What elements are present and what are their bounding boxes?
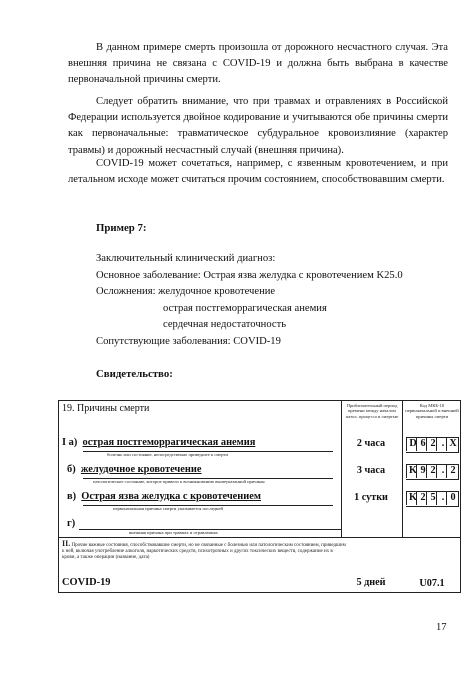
row-b-code-4: . bbox=[436, 464, 449, 478]
paragraph-3 bbox=[68, 156, 448, 188]
row-a-caption: болезнь или состояние, непосредственно приведшее к смерти bbox=[107, 452, 228, 457]
paragraph-3-text: COVID-19 может сочетаться, например, с язвенным кровотечением, и при летальном исходе может считаться прочим состоянием, способствовавшим смерти. bbox=[68, 158, 448, 186]
row-v-code-2: 2 bbox=[416, 491, 429, 505]
death-certificate-table bbox=[58, 400, 461, 593]
row-v-text: Острая язва желудка с кровотечением bbox=[81, 491, 261, 502]
row-a-code-4: . bbox=[436, 437, 449, 451]
row-b-code-3: 2 bbox=[426, 464, 439, 478]
row-b-code-2: 9 bbox=[416, 464, 429, 478]
row-b-label: б) bbox=[67, 464, 76, 475]
row-b-code-1: K bbox=[406, 464, 419, 478]
row-a-code-2: 6 bbox=[416, 437, 429, 451]
part2-divider bbox=[59, 537, 460, 538]
interval-header: Приблизительный период времени между началом патол. процесса и смертью bbox=[345, 403, 399, 419]
main-disease: Основное заболевание: Острая язва желудка с кровотечением K25.0 bbox=[96, 270, 403, 281]
row-b-text: желудочное кровотечение bbox=[80, 464, 202, 475]
row-g-label: г) bbox=[67, 518, 76, 529]
row-g-caption: внешняя причина при травмах и отравлениях bbox=[129, 530, 218, 535]
row-b-caption: патологическое состояние, которое привело к возникновению вышеуказанной причины bbox=[93, 479, 265, 484]
certificate-heading: Свидетельство: bbox=[96, 368, 173, 380]
example-heading: Пример 7: bbox=[96, 222, 147, 234]
complication-2: острая постгеморрагическая анемия bbox=[163, 303, 327, 314]
row-v-code-3: 5 bbox=[426, 491, 439, 505]
diagnosis-title: Заключительный клинический диагноз: bbox=[96, 253, 276, 264]
paragraph-2 bbox=[68, 94, 448, 159]
part2-duration: 5 дней bbox=[356, 577, 386, 588]
row-v-code-4: . bbox=[436, 491, 449, 505]
row-a-label: I а) bbox=[62, 437, 78, 448]
code-header: Код МКБ-10 первоначальной и внешней причины смерти bbox=[405, 403, 459, 419]
row-v-code-5: 0 bbox=[446, 491, 459, 505]
comorbid-line: Сопутствующие заболевания: COVID-19 bbox=[96, 336, 281, 347]
complications-line: Осложнения: желудочное кровотечение bbox=[96, 286, 276, 297]
row-a-code-1: D bbox=[406, 437, 419, 451]
row-a-code-3: 2 bbox=[426, 437, 439, 451]
part2-text: Прочие важные состояния, способствовавшие смерти, но не связанные с болезнью или патологическим состоянием, приведшим к ней, включая употребление алкоголя, наркотических средств, психотропных и других токсических веществ, содержание их в крови, а также операции (название, дата) bbox=[62, 543, 346, 561]
row-v-code-1: K bbox=[406, 491, 419, 505]
row-v-caption: первоначальная причина смерти указывается последней bbox=[113, 506, 223, 511]
row-a-text: острая постгеморрагическая анемия bbox=[82, 437, 256, 448]
part2-value: COVID-19 bbox=[62, 577, 111, 588]
row-b bbox=[67, 464, 202, 475]
paragraph-2-text: Следует обратить внимание, что при травмах и отравлениях в Российской Федерации используется двойное кодирование и учитываются обе причины смерти как первоначальные: травматическое субдуральное кровоизлияние (характер травмы) и дорожный несчастный случай (внешняя причина). bbox=[68, 96, 448, 156]
row-g bbox=[67, 518, 75, 529]
complication-3: сердечная недостаточность bbox=[163, 319, 287, 330]
part2-label: II. bbox=[62, 539, 71, 548]
row-v-duration: 1 сутки bbox=[354, 492, 388, 503]
row-v-label: в) bbox=[67, 491, 77, 502]
row-a-duration: 2 часа bbox=[356, 438, 386, 449]
paragraph-1-text: В данном примере смерть произошла от дорожного несчастного случая. Эта внешняя причина не связана с COVID-19 и должна быть выбрана в качестве первоначальной причины смерти. bbox=[68, 42, 448, 86]
row-a bbox=[62, 437, 255, 448]
row-v bbox=[67, 491, 261, 502]
col-divider-2 bbox=[402, 401, 403, 537]
part2-code: U07.1 bbox=[419, 578, 445, 589]
part2-description bbox=[62, 541, 347, 562]
page-number: 17 bbox=[436, 622, 447, 633]
row-b-code-5: 2 bbox=[446, 464, 459, 478]
paragraph-1 bbox=[68, 40, 448, 89]
causes-header: 19. Причины смерти bbox=[62, 403, 150, 414]
row-a-code-5: X bbox=[446, 437, 459, 451]
row-b-duration: 3 часа bbox=[356, 465, 386, 476]
